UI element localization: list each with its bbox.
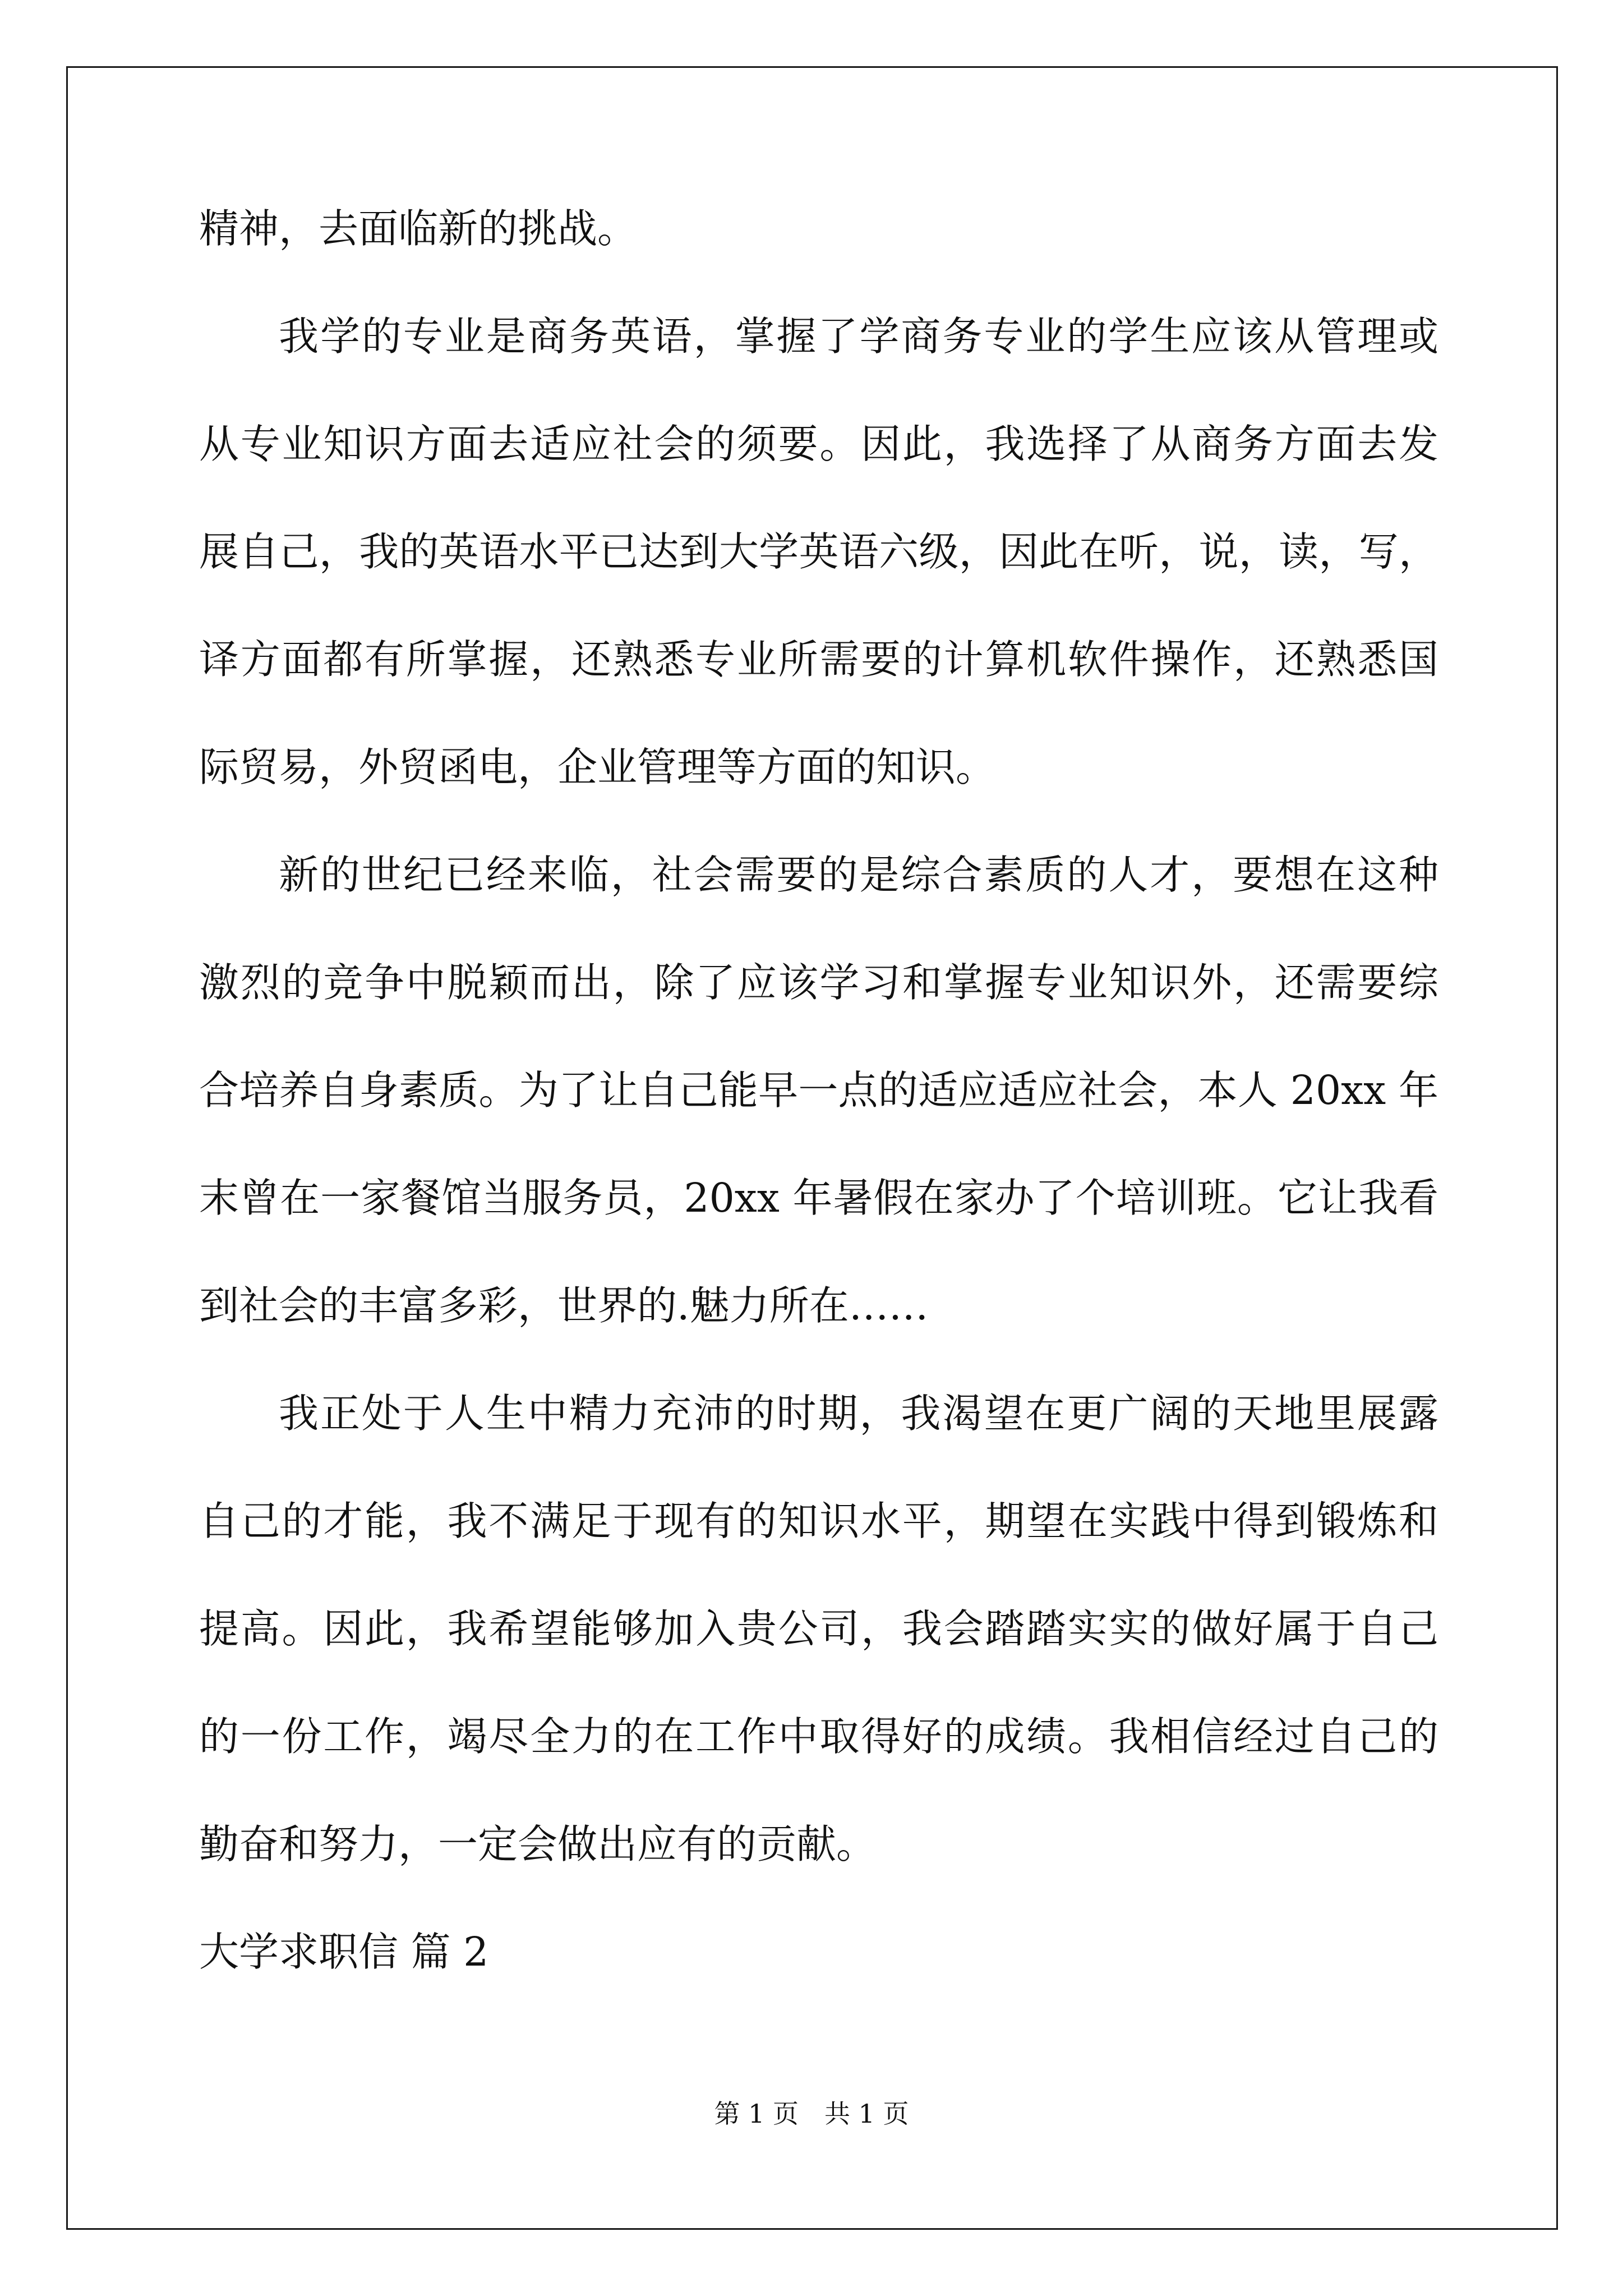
text-line: 激烈的竞争中脱颖而出，除了应该学习和掌握专业知识外，还需要综 <box>199 959 1438 1006</box>
section-heading: 大学求职信 篇 2 <box>199 1929 489 1975</box>
text-line: 我正处于人生中精力充沛的时期，我渴望在更广阔的天地里展露 <box>279 1390 1438 1437</box>
paragraph-lines <box>199 202 1438 1871</box>
page-footer <box>0 2097 1623 2131</box>
text-line: 自己的才能，我不满足于现有的知识水平，期望在实践中得到锻炼和 <box>199 1498 1438 1544</box>
document-body <box>199 202 1438 1979</box>
text-line: 从专业知识方面去适应社会的须要。因此，我选择了从商务方面去发 <box>199 421 1438 467</box>
text-line: 合培养自身素质。为了让自己能早一点的适应适应社会，本人 20xx 年 <box>199 1067 1438 1114</box>
text-line: 译方面都有所掌握，还熟悉专业所需要的计算机软件操作，还熟悉国 <box>199 636 1438 683</box>
text-line: 的一份工作，竭尽全力的在工作中取得好的成绩。我相信经过自己的 <box>199 1713 1438 1760</box>
text-line: 我学的专业是商务英语，掌握了学商务专业的学生应该从管理或 <box>279 313 1438 360</box>
text-line: 展自己，我的英语水平已达到大学英语六级，因此在听，说，读，写， <box>199 528 1438 575</box>
text-line: 际贸易，外贸函电，企业管理等方面的知识。 <box>199 744 996 790</box>
text-line: 精神，去面临新的挑战。 <box>199 205 638 252</box>
text-line: 提高。因此，我希望能够加入贵公司，我会踏踏实实的做好属于自己 <box>199 1605 1438 1652</box>
page-number-current: 第 1 页 <box>714 2099 799 2129</box>
text-line: 到社会的丰富多彩，世界的.魅力所在…… <box>199 1282 929 1329</box>
page-number-total: 共 1 页 <box>824 2099 909 2129</box>
text-line: 勤奋和努力，一定会做出应有的贡献。 <box>199 1821 877 1867</box>
text-line: 新的世纪已经来临，社会需要的是综合素质的人才，要想在这种 <box>279 852 1438 898</box>
text-line: 末曾在一家餐馆当服务员，20xx 年暑假在家办了个培训班。它让我看 <box>199 1175 1438 1221</box>
